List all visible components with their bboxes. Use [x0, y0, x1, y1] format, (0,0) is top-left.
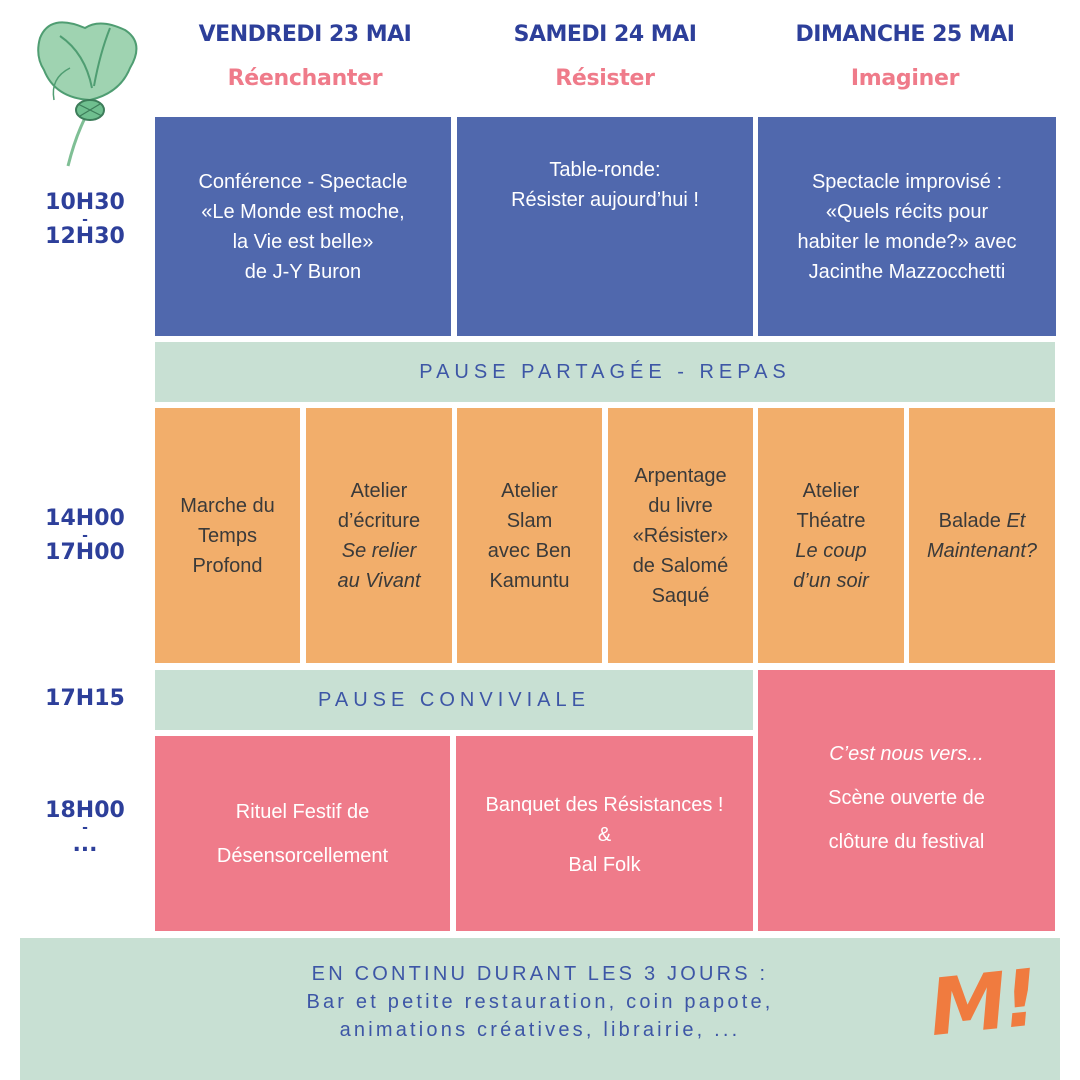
- lunch-break-band: PAUSE PARTAGÉE - REPAS: [155, 342, 1055, 402]
- event-line: Profond: [192, 554, 263, 577]
- event-ecriture: [306, 408, 452, 663]
- event-line: Marche du: [180, 494, 275, 517]
- event-line-italic: Se relier: [341, 539, 417, 562]
- event-line: habiter le monde?» avec: [797, 230, 1017, 253]
- event-line: Rituel Festif de: [235, 800, 370, 823]
- event-slam: [457, 408, 602, 663]
- event-friday-evening: [155, 736, 450, 931]
- event-line: [927, 506, 1037, 536]
- day-name-friday: VENDREDI 23 MAI: [198, 22, 412, 47]
- event-arpentage: [608, 408, 753, 663]
- time-evening: 18H00 - ...: [45, 798, 125, 857]
- event-friday-morning: [155, 117, 451, 336]
- event-line-italic: C’est nous vers...: [829, 743, 984, 765]
- day-name-saturday: SAMEDI 24 MAI: [513, 22, 697, 47]
- event-line: Scène ouverte de: [828, 787, 985, 809]
- time-afternoon-end: 17H00: [45, 540, 125, 565]
- event-line: «Résister»: [632, 524, 729, 547]
- day-theme-sunday: Imaginer: [850, 66, 960, 91]
- event-theatre: [758, 408, 904, 663]
- event-line: «Le Monde est moche,: [201, 200, 405, 223]
- time-morning-end: 12H30: [45, 224, 125, 249]
- event-line-italic: Maintenant?: [926, 539, 1038, 562]
- footer-line-1: Bar et petite restauration, coin papote,: [306, 991, 774, 1013]
- time-morning: 10H30 - 12H30: [45, 190, 125, 249]
- day-name-sunday: DIMANCHE 25 MAI: [795, 22, 1015, 47]
- time-evening-end: ...: [72, 832, 98, 857]
- event-line: de Salomé: [632, 554, 729, 577]
- day-theme-friday: Réenchanter: [227, 66, 383, 91]
- event-line: Spectacle improvisé :: [811, 170, 1003, 193]
- event-line: Atelier: [501, 479, 558, 502]
- flower-icon: [30, 8, 150, 168]
- day-theme-saturday: Résister: [555, 66, 655, 91]
- event-saturday-evening: [456, 736, 753, 931]
- event-line: la Vie est belle»: [232, 230, 374, 253]
- event-line-italic: au Vivant: [337, 569, 421, 592]
- event-balade: [909, 408, 1055, 663]
- event-text: Balade: [938, 509, 1007, 532]
- event-line: Table-ronde:: [549, 159, 661, 181]
- event-line: d’écriture: [337, 509, 421, 532]
- event-sunday-evening: [758, 670, 1055, 931]
- convivial-break-band: PAUSE CONVIVIALE: [155, 670, 753, 730]
- event-line: Théatre: [796, 509, 866, 532]
- time-evening-start: 18H00: [45, 798, 125, 823]
- event-line: du livre: [648, 494, 713, 517]
- event-line: &: [597, 824, 612, 846]
- event-line: «Quels récits pour: [825, 200, 989, 223]
- event-line: Atelier: [802, 479, 860, 502]
- event-line: Résister aujourd’hui !: [511, 189, 699, 211]
- event-line: de J-Y Buron: [244, 260, 362, 283]
- event-marche: [155, 408, 300, 663]
- event-line: Atelier: [350, 479, 408, 502]
- footer-heading: EN CONTINU DURANT LES 3 JOURS :: [311, 963, 769, 985]
- festival-logo: M!: [925, 953, 1040, 1055]
- event-line: Jacinthe Mazzocchetti: [808, 260, 1006, 283]
- time-morning-start: 10H30: [45, 190, 125, 215]
- event-line: avec Ben: [487, 539, 572, 562]
- event-line: Conférence - Spectacle: [198, 170, 408, 193]
- event-line-italic: Le coup: [795, 539, 867, 562]
- event-line: Banquet des Résistances !: [485, 794, 724, 816]
- event-line: clôture du festival: [828, 831, 985, 853]
- event-sunday-morning: [758, 117, 1056, 336]
- event-text-italic: Et: [1006, 509, 1026, 532]
- time-afternoon-start: 14H00: [45, 506, 125, 531]
- footer-line-2: animations créatives, librairie, ...: [339, 1019, 741, 1041]
- event-line: Arpentage: [634, 464, 727, 487]
- footer-continuous: [20, 938, 1060, 1080]
- event-line: Temps: [198, 524, 257, 547]
- event-line-italic: d’un soir: [793, 569, 869, 592]
- event-line: Désensorcellement: [216, 844, 389, 867]
- event-line: Bal Folk: [568, 854, 641, 876]
- event-line: Kamuntu: [489, 569, 570, 592]
- flower-illustration: [30, 8, 150, 168]
- event-line: Saqué: [651, 584, 710, 607]
- time-break: 17H15: [45, 686, 125, 711]
- time-afternoon: 14H00 - 17H00: [45, 506, 125, 565]
- event-saturday-morning: [457, 117, 753, 336]
- event-line: Slam: [506, 509, 553, 532]
